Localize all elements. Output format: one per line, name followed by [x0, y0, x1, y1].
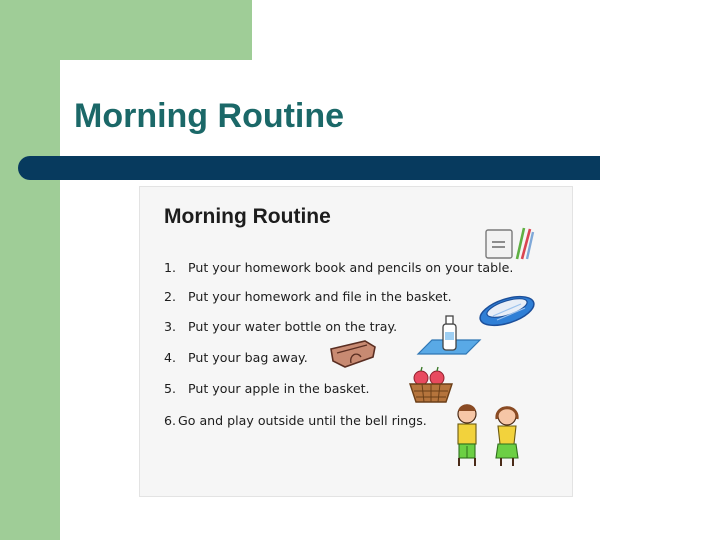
routine-picture: [139, 186, 573, 497]
title-divider-bar: [18, 156, 600, 180]
book-pencils-icon: [483, 224, 537, 264]
step-text: Go and play outside until the bell rings.: [178, 413, 427, 428]
picture-heading: Morning Routine: [164, 205, 331, 228]
routine-step-6: [164, 413, 427, 428]
routine-step-2: [164, 289, 452, 304]
routine-step-3: [164, 319, 397, 334]
basket-icon: [475, 290, 539, 328]
step-number: 1.: [164, 260, 177, 275]
step-number: 4.: [164, 350, 177, 365]
step-text: Put your apple in the basket.: [188, 381, 370, 396]
routine-step-5: [164, 381, 370, 396]
step-text: Put your homework and file in the basket.: [188, 289, 452, 304]
slide-title: Morning Routine: [74, 97, 345, 135]
step-text: Put your homework book and pencils on your table.: [188, 260, 514, 275]
routine-step-4: [164, 350, 308, 365]
children-icon: [451, 400, 527, 472]
step-number: 5.: [164, 381, 177, 396]
bag-icon: [327, 335, 379, 371]
step-number: 3.: [164, 319, 177, 334]
green-side-band: [0, 0, 60, 540]
step-text: Put your water bottle on the tray.: [188, 319, 398, 334]
step-number: 2.: [164, 289, 177, 304]
green-top-band: [60, 0, 252, 60]
water-bottle-tray-icon: [416, 310, 482, 358]
step-number: 6.: [164, 413, 177, 428]
step-text: Put your bag away.: [188, 350, 308, 365]
apple-basket-icon: [407, 364, 455, 406]
routine-step-1: [164, 260, 513, 275]
